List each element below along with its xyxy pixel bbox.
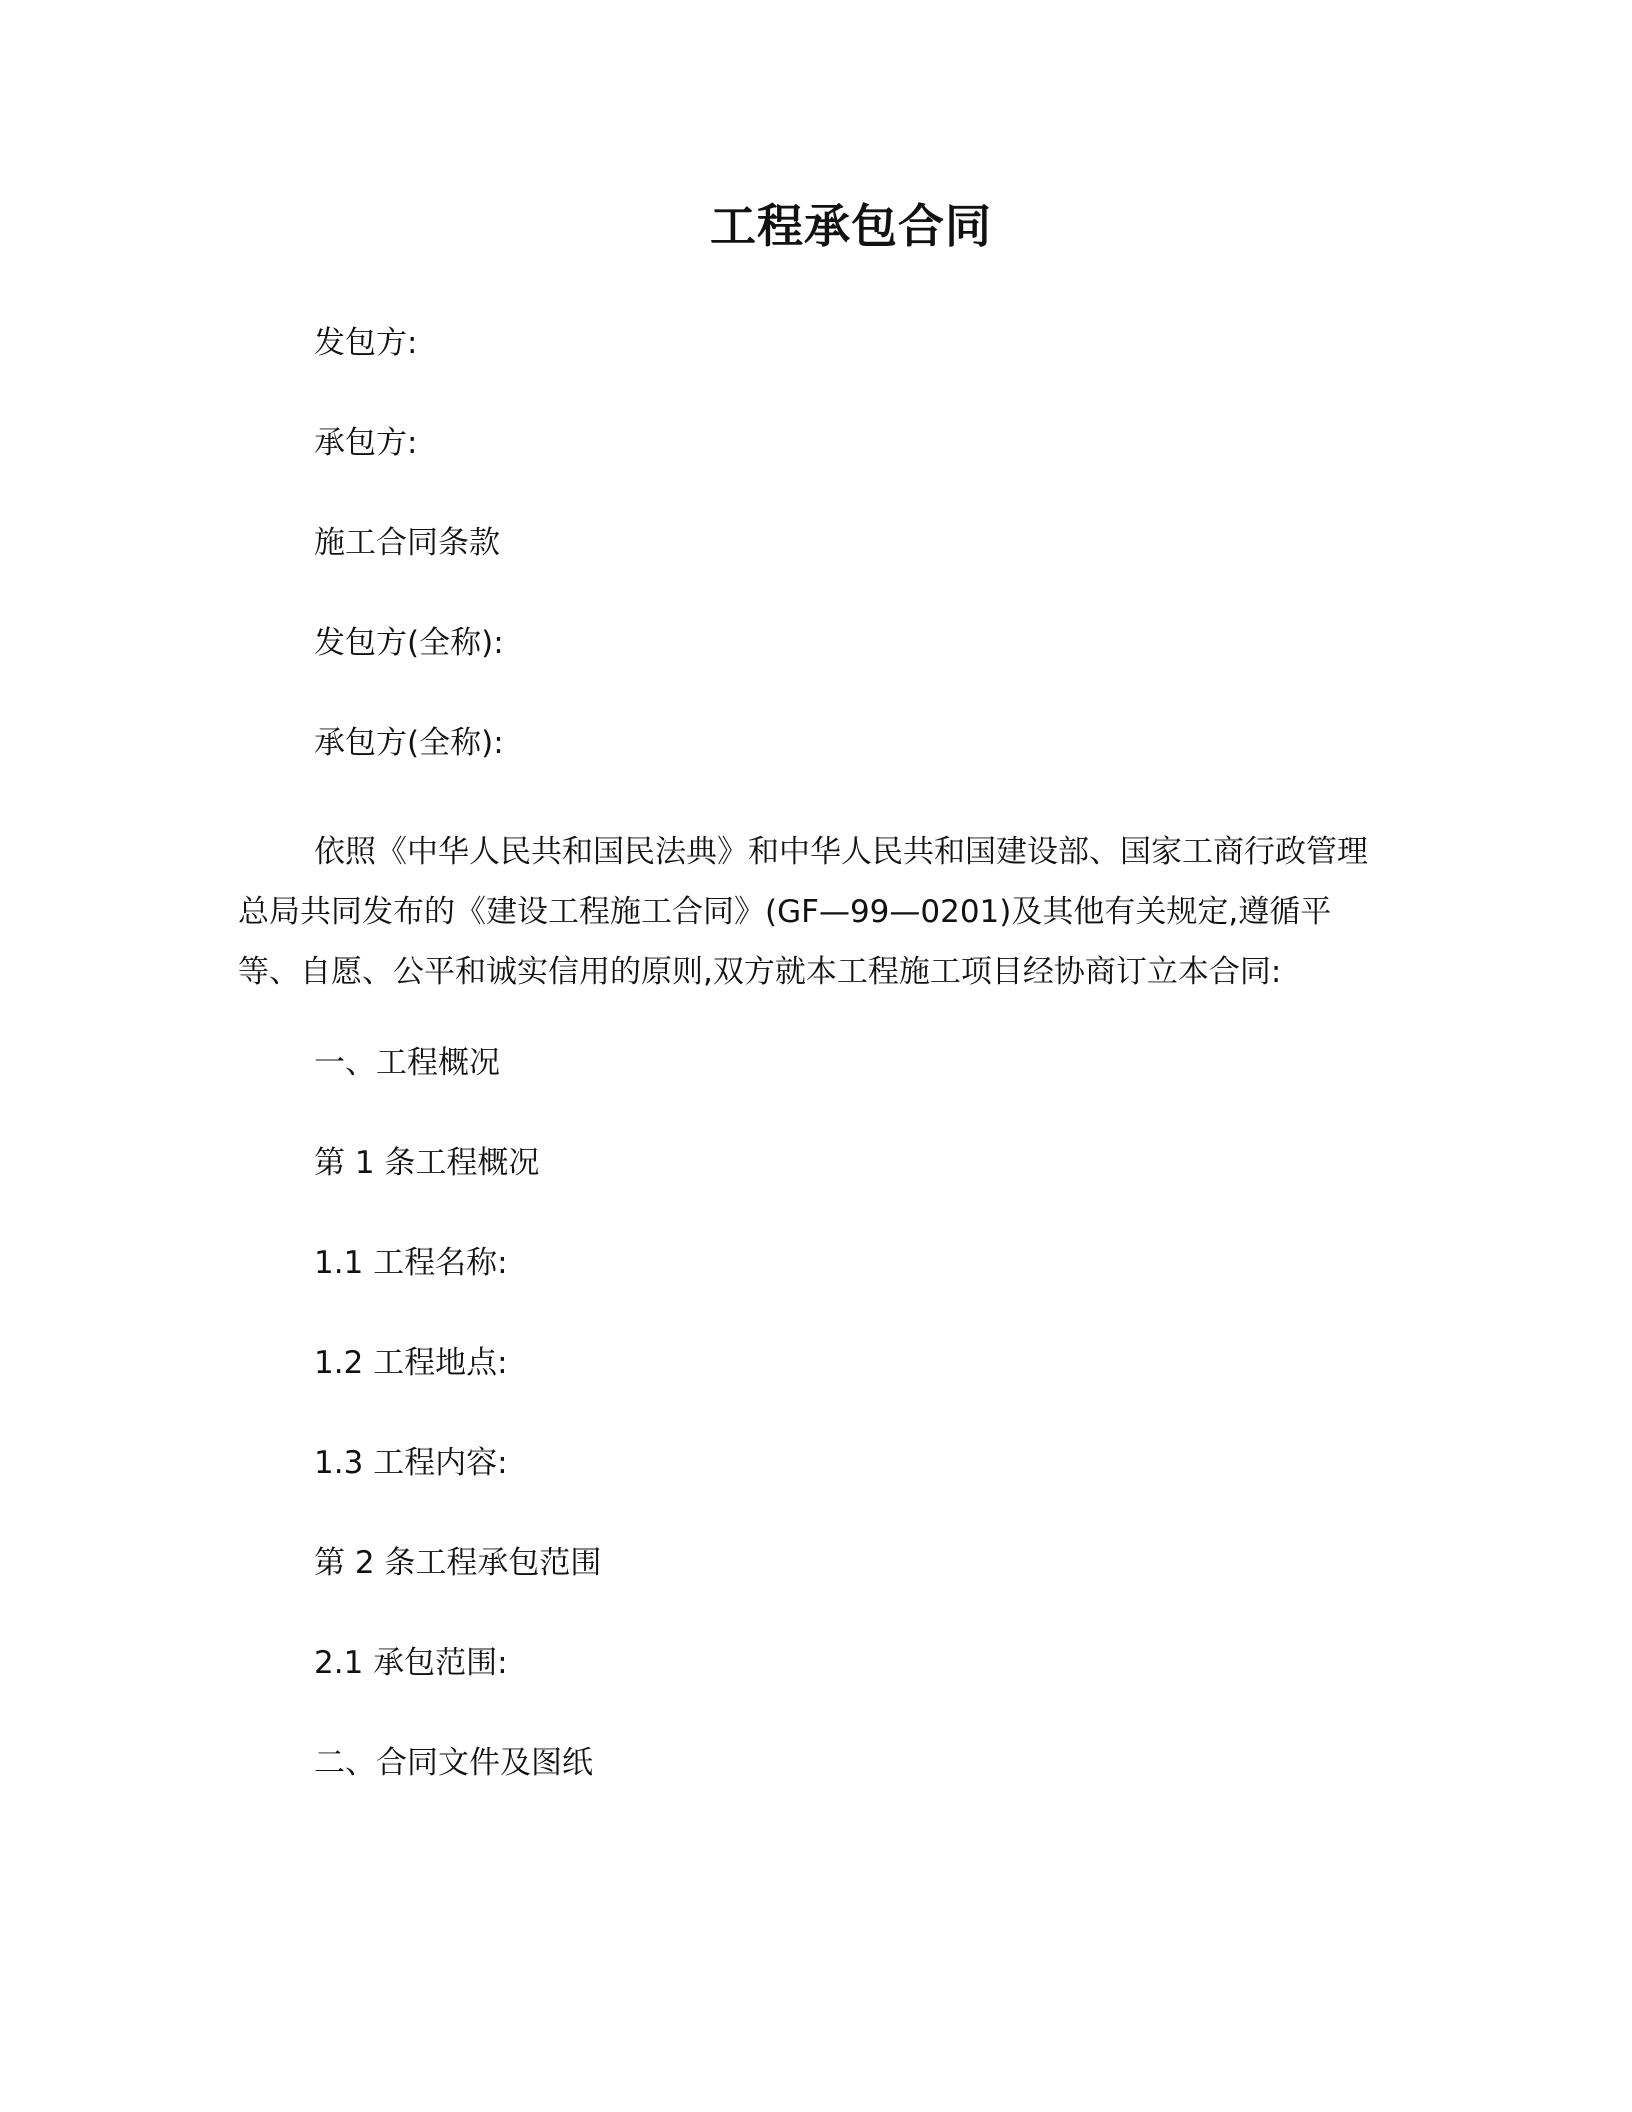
article-2-heading: 第 2 条工程承包范围 [314,1545,602,1581]
item-1-1: 1.1 工程名称: [314,1245,508,1281]
document-title: 工程承包合同 [710,199,992,253]
contractor-fullname-label: 承包方(全称): [314,725,504,761]
item-1-2: 1.2 工程地点: [314,1345,508,1381]
section-1-heading: 一、工程概况 [314,1045,500,1081]
employer-fullname-label: 发包方(全称): [314,625,504,661]
employer-label: 发包方: [314,325,418,361]
contractor-label: 承包方: [314,425,418,461]
item-1-3: 1.3 工程内容: [314,1445,508,1481]
terms-heading: 施工合同条款 [314,525,500,561]
section-2-heading: 二、合同文件及图纸 [314,1745,593,1781]
item-2-1: 2.1 承包范围: [314,1645,508,1681]
article-1-heading: 第 1 条工程概况 [314,1145,540,1181]
intro-paragraph: 依照《中华人民共和国民法典》和中华人民共和国建设部、国家工商行政管理总局共同发布的《建设工程施工合同》(GF—99—0201)及其他有关规定,遵循平等、自愿、公平和诚实信用的原则,双方就本工程施工项目经协商订立本合同: [238,834,1368,990]
